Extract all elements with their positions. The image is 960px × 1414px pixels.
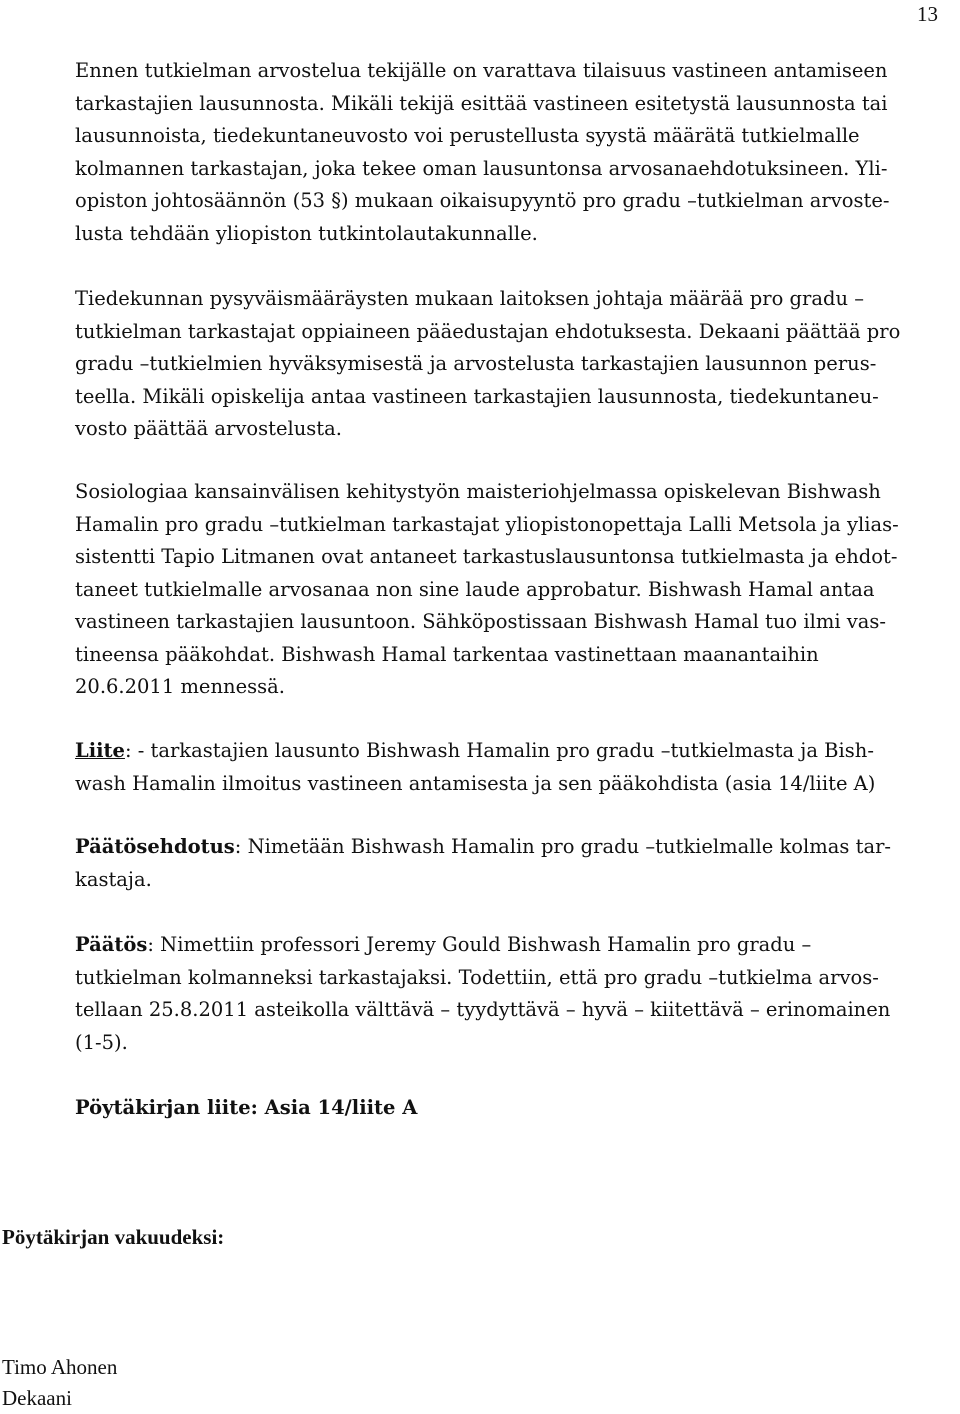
text-line: Sosiologiaa kansainvälisen kehitystyön maisteriohjelmassa opiskelevan Bishwash [75, 480, 881, 503]
decision-label: Päätös [75, 933, 148, 956]
minutes-attachment-reference: Pöytäkirjan liite: Asia 14/liite A [75, 1096, 418, 1119]
page-number: 13 [917, 2, 938, 26]
text-line: sistentti Tapio Litmanen ovat antaneet tarkastuslausuntonsa tutkielmasta ja ehdot- [75, 545, 898, 568]
paragraph-decision [75, 929, 943, 1059]
text-line [75, 735, 943, 768]
text-line: opiston johtosäännön (53 §) mukaan oikaisupyyntö pro gradu –tutkielman arvoste- [75, 189, 890, 212]
text-line: gradu –tutkielmien hyväksymisestä ja arvostelusta tarkastajien lausunnon perus- [75, 352, 877, 375]
signature-heading: Pöytäkirjan vakuudeksi: [2, 1225, 225, 1249]
text-line: vosto päättää arvostelusta. [75, 417, 342, 440]
paragraph-faculty-regulations [75, 283, 943, 446]
attachment-text: - tarkastajien lausunto Bishwash Hamalin pro gradu –tutkielmasta ja Bish- [131, 739, 874, 762]
text-line: tutkielman kolmanneksi tarkastajaksi. Todettiin, että pro gradu –tutkielma arvos- [75, 965, 879, 989]
text-line: (1-5). [75, 1030, 128, 1054]
text-line: tarkastajien lausunnosta. Mikäli tekijä esittää vastineen esitetystä lausunnosta tai [75, 91, 888, 115]
text-line: kastaja. [75, 867, 152, 891]
text-line: kolmannen tarkastajan, joka tekee oman lausuntonsa arvosanaehdotuksineen. Yli- [75, 156, 888, 180]
text-line: tutkielman tarkastajat oppiaineen pääedustajan ehdotuksesta. Dekaani päättää pro [75, 319, 901, 343]
text-line: taneet tutkielmalle arvosanaa non sine laude approbatur. Bishwash Hamal antaa [75, 577, 875, 601]
text-line: tineensa pääkohdat. Bishwash Hamal tarkentaa vastinettaan maanantaihin [75, 642, 819, 666]
paragraph-attachment [75, 735, 943, 800]
proposal-separator: : [234, 835, 242, 858]
text-line: lausunnoista, tiedekuntaneuvosto voi perustellusta syystä määrätä tutkielmalle [75, 124, 860, 147]
proposal-label: Päätösehdotus [75, 835, 235, 858]
text-line: tellaan 25.8.2011 asteikolla välttävä – tyydyttävä – hyvä – kiitettävä – erinomainen [75, 998, 891, 1021]
text-line: Hamalin pro gradu –tutkielman tarkastajat yliopistonopettaja Lalli Metsola ja ylias- [75, 512, 899, 536]
decision-separator: : [147, 933, 154, 956]
text-line [75, 929, 943, 962]
text-line: vastineen tarkastajien lausuntoon. Sähköpostissaan Bishwash Hamal tuo ilmi vas- [75, 610, 887, 633]
text-line: wash Hamalin ilmoitus vastineen antamisesta ja sen pääkohdista (asia 14/liite A) [75, 771, 876, 795]
text-line: Ennen tutkielman arvostelua tekijälle on varattava tilaisuus vastineen antamiseen [75, 59, 888, 82]
attachment-separator: : [124, 739, 132, 762]
text-line: Tiedekunnan pysyväismääräysten mukaan laitoksen johtaja määrää pro gradu – [75, 287, 864, 310]
decision-text: Nimettiin professori Jeremy Gould Bishwash Hamalin pro gradu – [153, 933, 812, 956]
text-line: teella. Mikäli opiskelija antaa vastineen tarkastajien lausunnosta, tiedekuntaneu- [75, 384, 879, 408]
attachment-label: Liite [75, 739, 125, 762]
paragraph-decision-proposal [75, 831, 943, 896]
signer-name: Timo Ahonen [2, 1355, 118, 1379]
paragraph-case-description [75, 476, 943, 704]
text-line [75, 831, 943, 864]
signer-role: Dekaani [2, 1386, 72, 1410]
paragraph-opportunity-to-respond [75, 55, 943, 250]
text-line: lusta tehdään yliopiston tutkintolautakunnalle. [75, 221, 538, 245]
proposal-text: Nimetään Bishwash Hamalin pro gradu –tutkielmalle kolmas tar- [241, 835, 891, 858]
text-line: 20.6.2011 mennessä. [75, 675, 285, 698]
